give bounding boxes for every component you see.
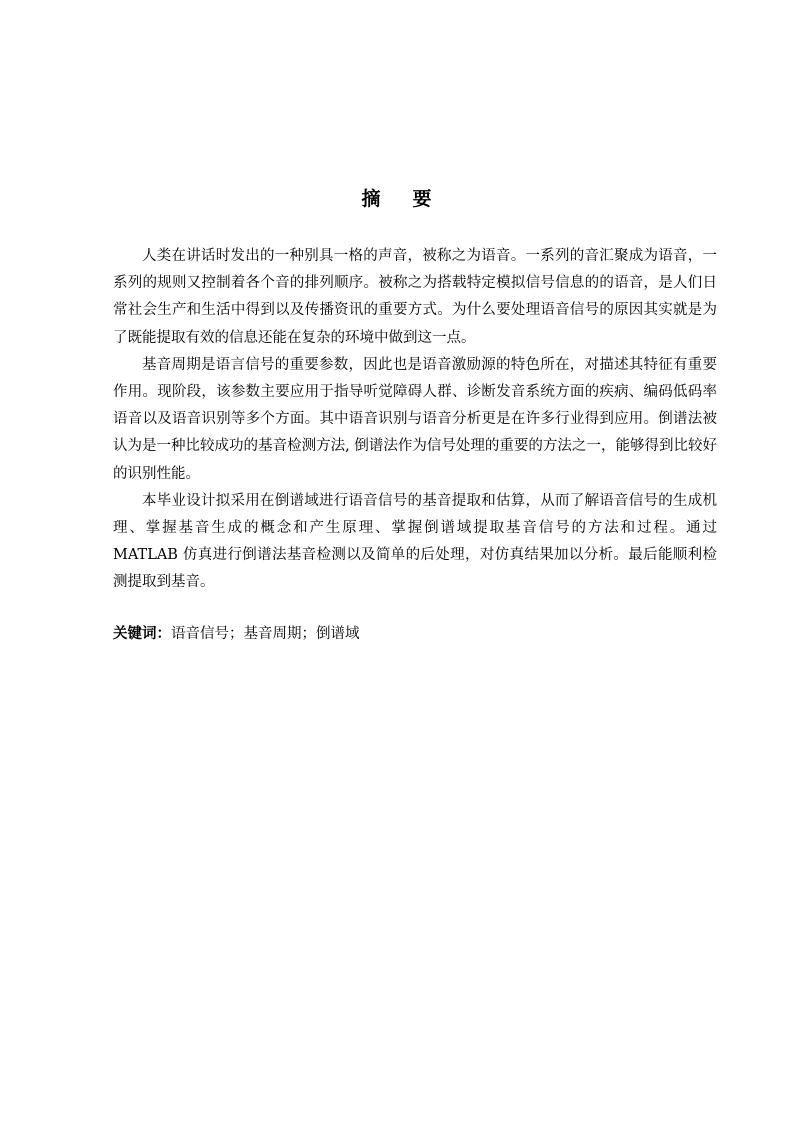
abstract-paragraph-2: 基音周期是语言信号的重要参数，因此也是语音激励源的特色所在，对描述其特征有重要作用。现阶段，该参数主要应用于指导听觉障碍人群、诊断发音系统方面的疾病、编码低码率语音以及语音识别等多个方面。其中语音识别与语音分析更是在许多行业得到应用。倒谱法被认为是一种比较成功的基音检测方法, 倒谱法作为信号处理的重要的方法之一，能够得到比较好的识别性能。 — [113, 356, 717, 482]
abstract-paragraph-3: 本毕业设计拟采用在倒谱域进行语音信号的基音提取和估算，从而了解语音信号的生成机理、掌握基音生成的概念和产生原理、掌握倒谱域提取基音信号的方法和过程。通过 MATLAB 仿真进行倒谱法基音检测以及简单的后处理，对仿真结果加以分析。最后能顺利检测提取到基音。 — [113, 492, 717, 591]
page-title: 摘要 — [361, 188, 464, 210]
keywords-value: 语音信号；基音周期；倒谱域 — [171, 626, 360, 642]
abstract-body — [113, 243, 717, 597]
keywords-label: 关键词： — [113, 626, 171, 642]
abstract-paragraph-1: 人类在讲话时发出的一种别具一格的声音，被称之为语音。一系列的音汇聚成为语音，一系列的规则又控制着各个音的排列顺序。被称之为搭载特定模拟信号信息的的语音，是人们日常社会生产和生活中得到以及传播资讯的重要方式。为什么要处理语音信号的原因其实就是为了既能提取有效的信息还能在复杂的环境中做到这一点。 — [113, 248, 717, 346]
keywords-line — [113, 621, 717, 648]
